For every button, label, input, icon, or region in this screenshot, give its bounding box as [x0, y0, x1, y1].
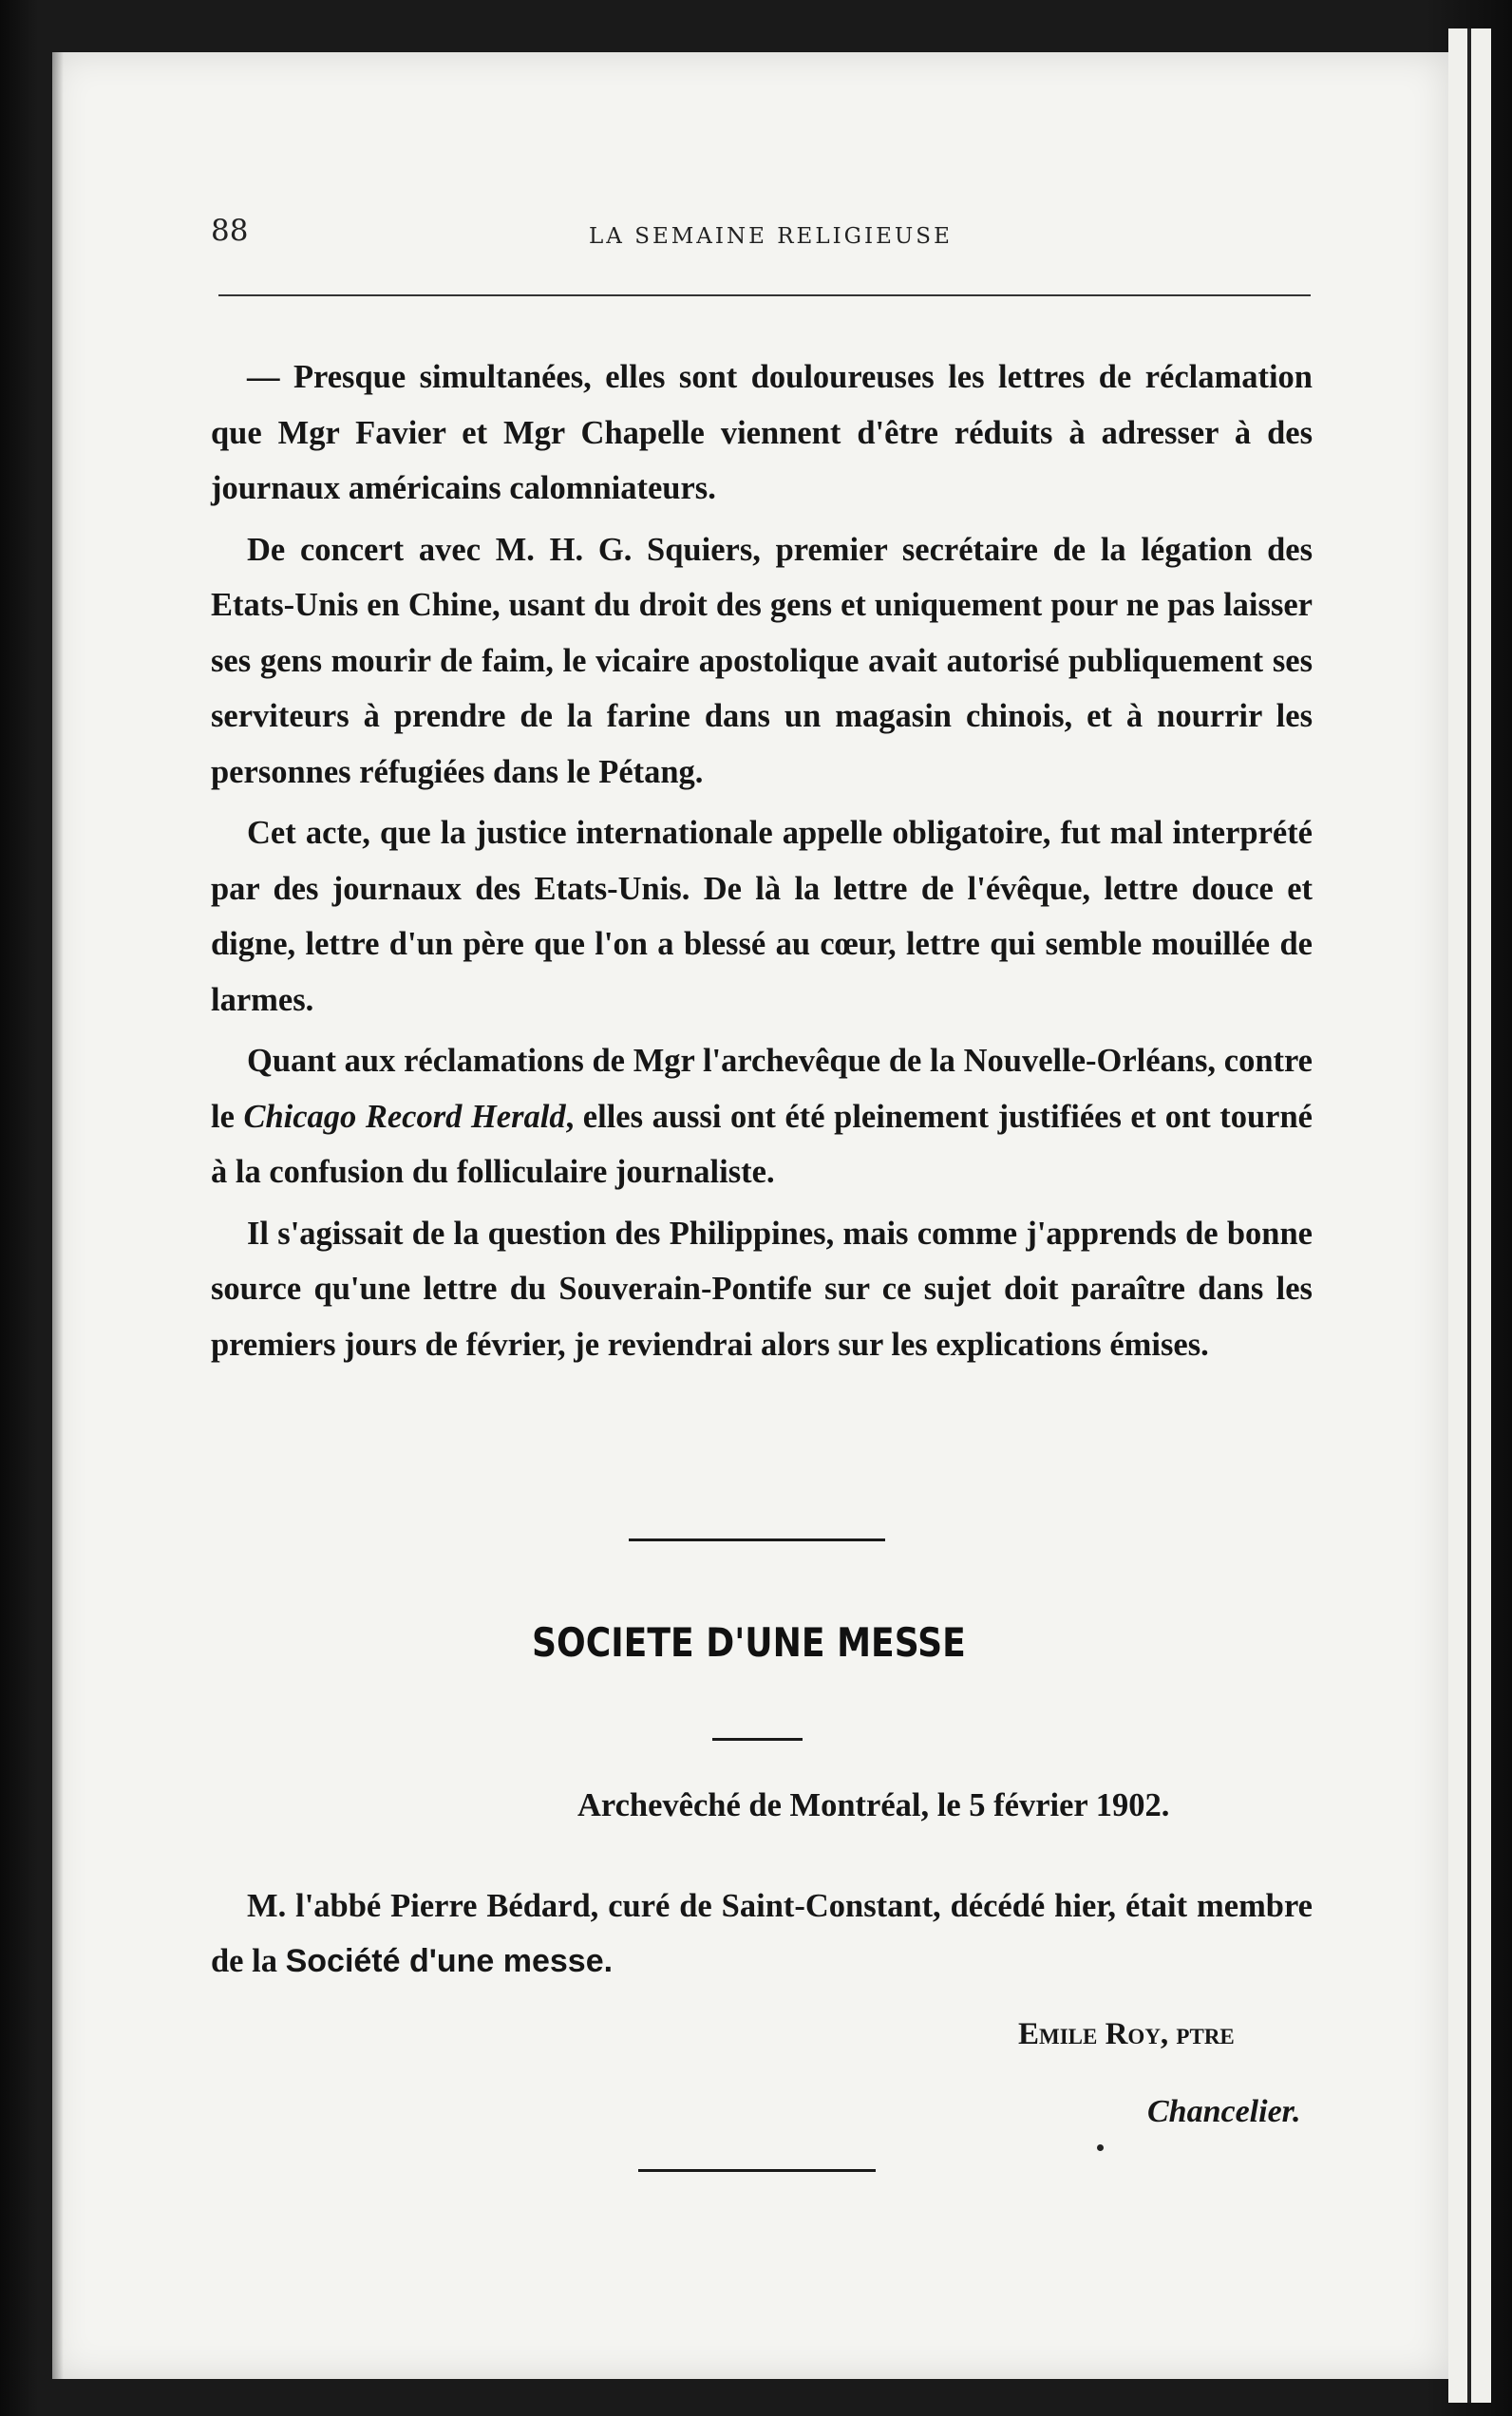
dateline: Archevêché de Montréal, le 5 février 1902. [577, 1787, 1170, 1823]
paragraph-text: , elles aussi ont été pleinement justifiées et ont tourné à la confusion du folliculaire journaliste. [211, 1098, 1313, 1190]
society-name: Société d'une messe. [285, 1943, 614, 1979]
running-title: LA SEMAINE RELIGIEUSE [589, 224, 953, 249]
paragraph [211, 1033, 1313, 1200]
binding-shadow [52, 52, 64, 2379]
paragraph-text: Quant aux réclamations de Mgr l'archevêque de la Nouvelle-Orléans, contre le [211, 1043, 1313, 1135]
ink-dot [1097, 2144, 1104, 2151]
paragraph: — Presque simultanées, elles sont douloureuses les lettres de réclamation que Mgr Favier et Mgr Chapelle viennent d'être réduits à adresser à des journaux américains calomniateurs. [211, 359, 1313, 506]
article-body [211, 349, 1313, 1378]
page-edge-line [1467, 28, 1471, 2403]
paragraph: Il s'agissait de la question des Philippines, mais comme j'apprends de bonne source qu'une lettre du Souverain-Pontife sur ce sujet doit paraître dans les premiers jours de février, je reviendrai alors sur les explications émises. [211, 1215, 1313, 1363]
notice-part: M. l'abbé Pierre Bédard, curé de Saint-Constant, décédé hier, était membre de la [211, 1888, 1313, 1979]
signature: Emile Roy, ptre [1018, 2017, 1235, 2051]
signer-title: Chancelier. [1147, 2094, 1301, 2129]
paragraph: De concert avec M. H. G. Squiers, premier secrétaire de la légation des Etats-Unis en Chine, usant du droit des gens et uniquement pour ne pas laisser ses gens mourir de faim, le vicaire apostolique avait autorisé publiquement ses serviteurs à prendre de la farine dans un magasin chinois, et à nourrir les personnes réfugiées dans le Pétang. [211, 531, 1313, 790]
section-title: SOCIETE D'UNE MESSE [532, 1619, 966, 1666]
paragraph: Cet acte, que la justice internationale appelle obligatoire, fut mal interprété par des journaux des Etats-Unis. De là la lettre de l'évêque, lettre douce et digne, lettre d'un père que l'on a blessé au cœur, lettre qui semble mouillée de larmes. [211, 815, 1313, 1018]
title-underline [712, 1738, 803, 1741]
section-divider [629, 1538, 885, 1541]
header-rule [218, 294, 1311, 296]
notice-text [211, 1878, 1313, 1989]
page-number: 88 [211, 214, 249, 248]
end-rule [638, 2169, 876, 2172]
paragraph [211, 1878, 1313, 1989]
newspaper-title: Chicago Record Herald [243, 1098, 566, 1135]
